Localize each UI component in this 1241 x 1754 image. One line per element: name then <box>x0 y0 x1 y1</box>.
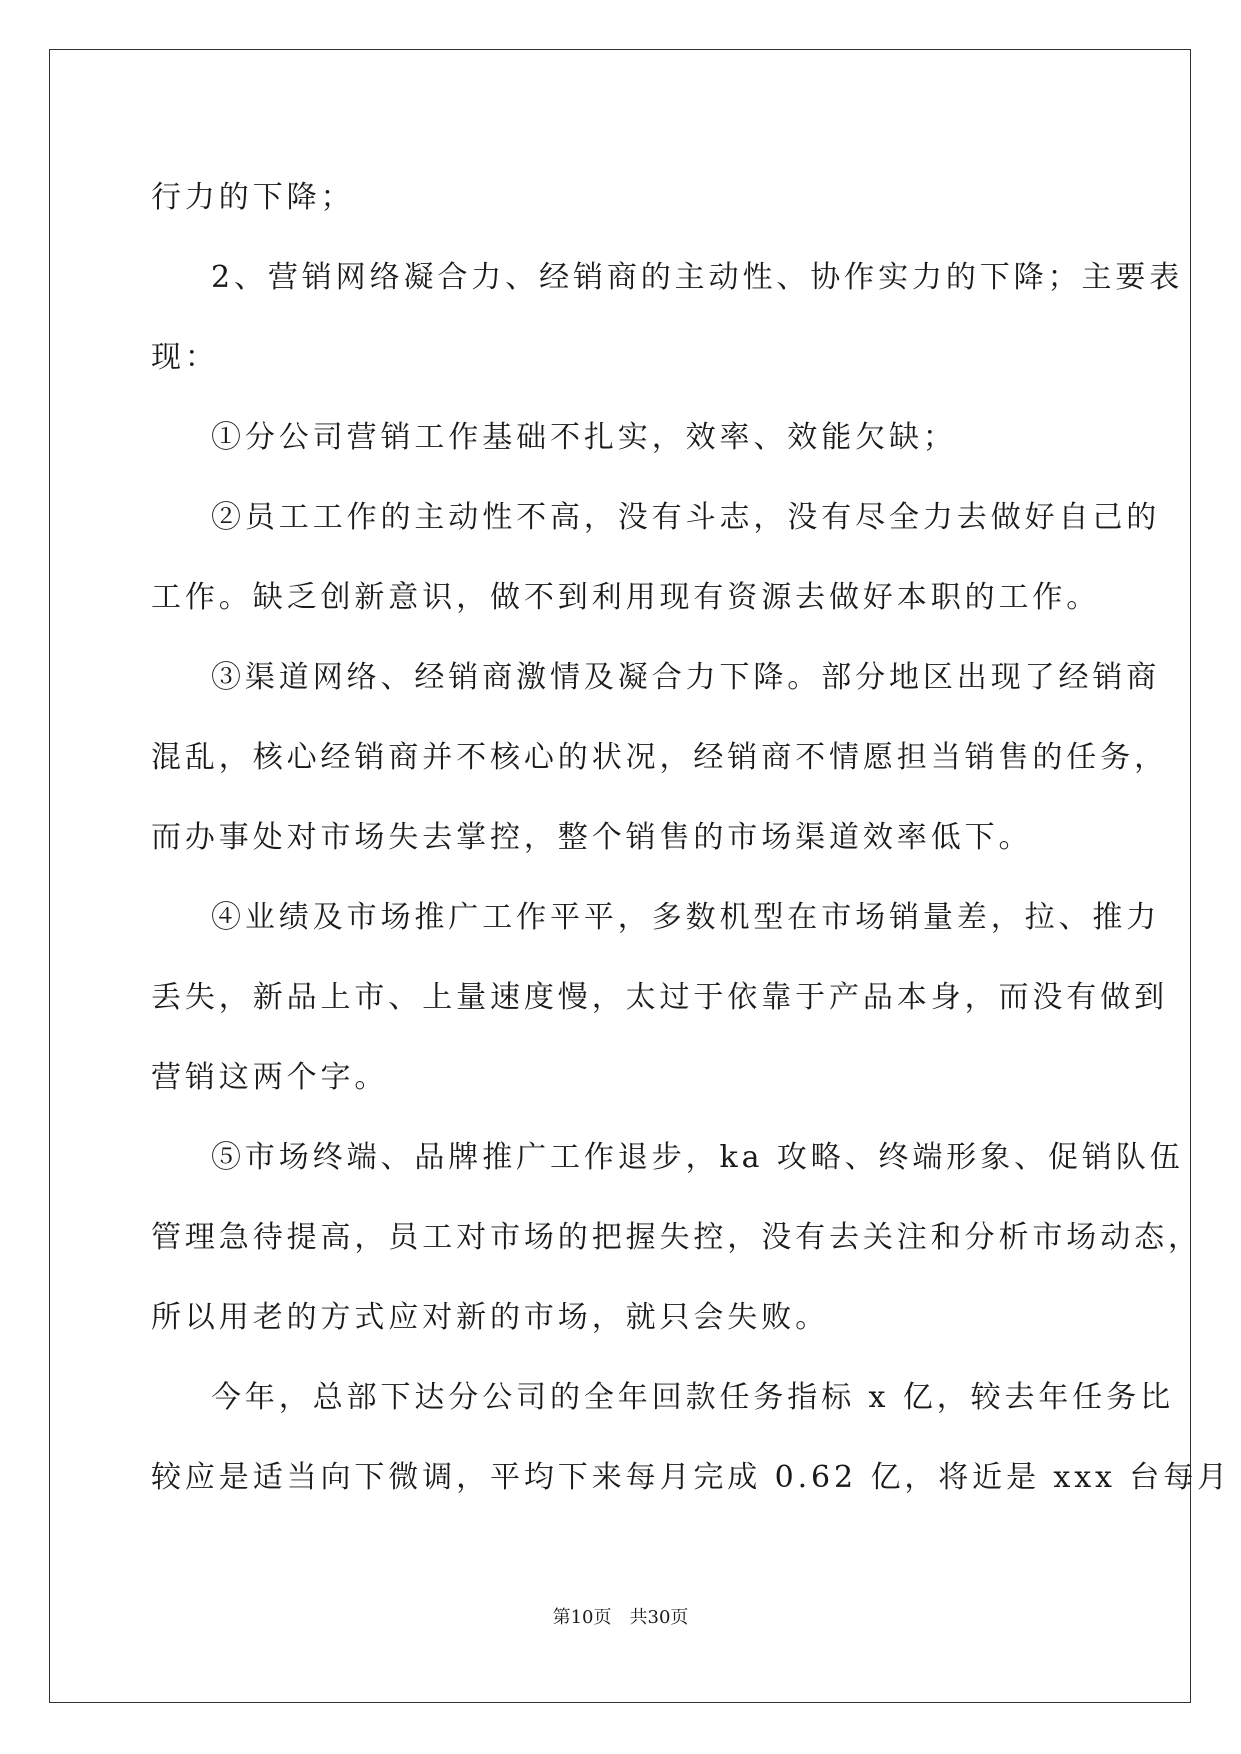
text-line: ④业绩及市场推广工作平平，多数机型在市场销量差，拉、推力 <box>211 900 1161 935</box>
text-line: 行力的下降； <box>151 180 355 215</box>
text-line: ③渠道网络、经销商激情及凝合力下降。部分地区出现了经销商 <box>211 660 1161 695</box>
text-line: 而办事处对市场失去掌控，整个销售的市场渠道效率低下。 <box>151 820 1033 855</box>
text-line: 现： <box>151 340 219 375</box>
text-line: ①分公司营销工作基础不扎实，效率、效能欠缺； <box>211 420 957 455</box>
page-number: 第10页 共30页 <box>552 1607 689 1628</box>
text-line: 今年，总部下达分公司的全年回款任务指标 x 亿，较去年任务比 <box>211 1380 1174 1415</box>
text-line: 丢失，新品上市、上量速度慢，太过于依靠于产品本身，而没有做到 <box>151 980 1168 1015</box>
text-line: 营销这两个字。 <box>151 1060 389 1095</box>
text-line: 较应是适当向下微调，平均下来每月完成 0.62 亿，将近是 xxx 台每月 <box>151 1460 1231 1495</box>
text-line: 所以用老的方式应对新的市场，就只会失败。 <box>151 1300 829 1335</box>
text-line: ②员工工作的主动性不高，没有斗志，没有尽全力去做好自己的 <box>211 500 1161 535</box>
text-line: ⑤市场终端、品牌推广工作退步，ka 攻略、终端形象、促销队伍 <box>211 1140 1184 1175</box>
document-body <box>151 158 1231 1518</box>
text-line: 混乱，核心经销商并不核心的状况，经销商不情愿担当销售的任务， <box>151 740 1168 775</box>
text-line: 管理急待提高，员工对市场的把握失控，没有去关注和分析市场动态， <box>151 1220 1202 1255</box>
text-line: 工作。缺乏创新意识，做不到利用现有资源去做好本职的工作。 <box>151 580 1101 615</box>
text-line: 2、营销网络凝合力、经销商的主动性、协作实力的下降；主要表 <box>211 260 1184 295</box>
page-footer <box>0 1606 1241 1630</box>
